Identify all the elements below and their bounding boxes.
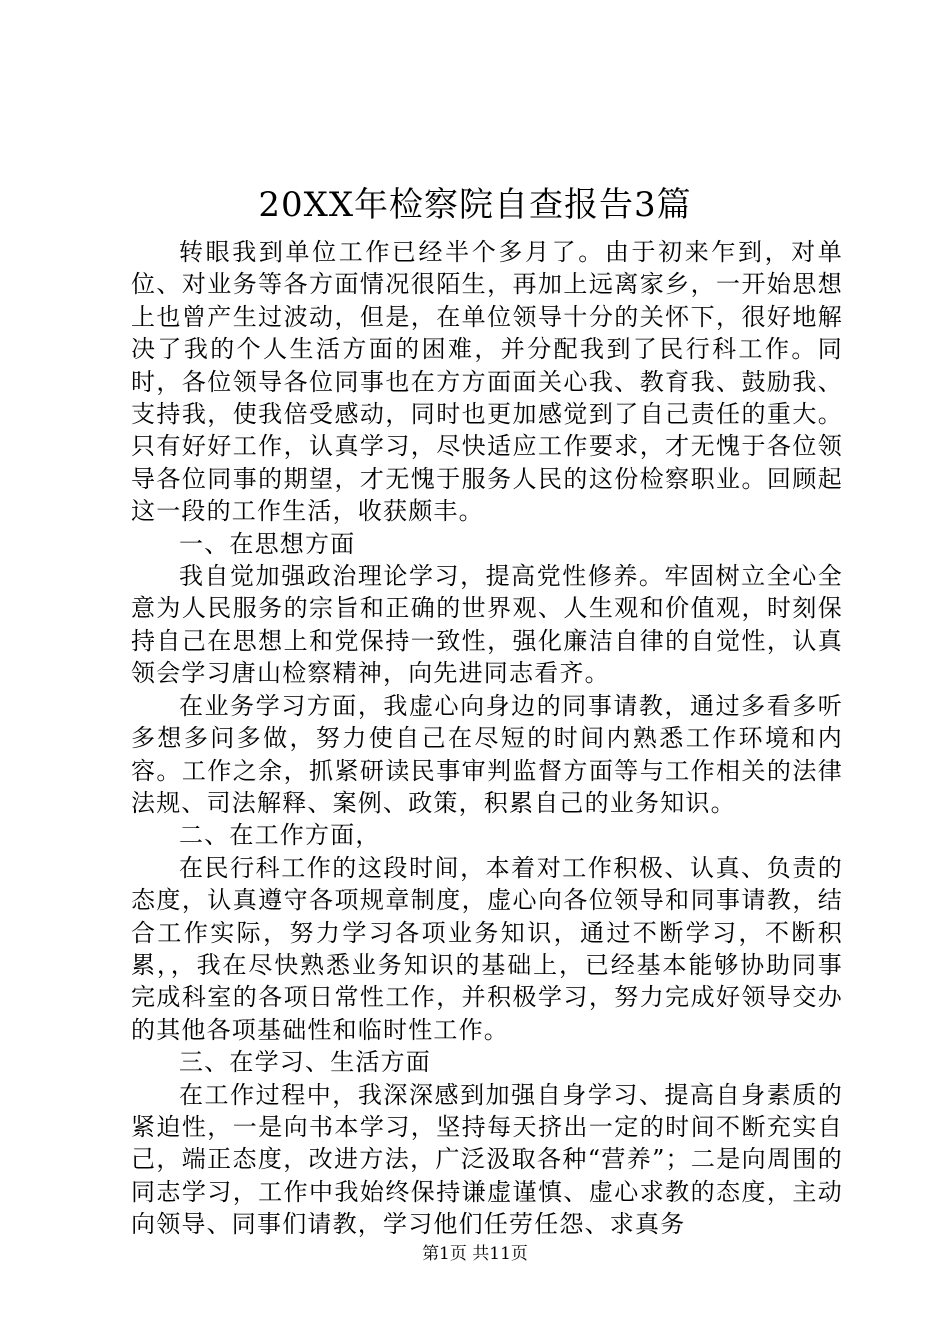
document-title: 20XX年检察院自查报告3篇 (258, 185, 692, 225)
work-paragraph: 在民行科工作的这段时间，本着对工作积极、认真、负责的态度，认真遵守各项规章制度，虚心向各位领导和同事请教，结合工作实际，努力学习各项业务知识，通过不断学习，不断积累，，我在尽快熟悉业务知识的基础上，已经基本能够协助同事完成科室的各项日常性工作，并积极学习，努力完成好领导交办的其他各项基础性和临时性工作。 (131, 853, 843, 1044)
thought-paragraph: 我自觉加强政治理论学习，提高党性修养。牢固树立全心全意为人民服务的宗旨和正确的世界观、人生观和价值观，时刻保持自己在思想上和党保持一致性，强化廉洁自律的自觉性，认真领会学习唐山检察精神，向先进同志看齐。 (131, 562, 843, 688)
study-paragraph: 在业务学习方面，我虚心向身边的同事请教，通过多看多听多想多问多做，努力使自己在尽短的时间内熟悉工作环境和内容。工作之余，抓紧研读民事审判监督方面等与工作相关的法律法规、司法解释、案例、政策，积累自己的业务知识。 (131, 691, 843, 817)
section-heading-work: 二、在工作方面， (179, 821, 381, 850)
section-heading-thought: 一、在思想方面 (179, 529, 356, 558)
page-number-footer: 第1页 共11页 (422, 1244, 528, 1264)
section-heading-life: 三、在学习、生活方面 (179, 1048, 431, 1077)
intro-paragraph: 转眼我到单位工作已经半个多月了。由于初来乍到，对单位、对业务等各方面情况很陌生，再加上远离家乡，一开始思想上也曾产生过波动，但是，在单位领导十分的关怀下，很好地解决了我的个人生活方面的困难，并分配我到了民行科工作。同时，各位领导各位同事也在方方面面关心我、教育我、鼓励我、支持我，使我倍受感动，同时也更加感觉到了自己责任的重大。只有好好工作，认真学习，尽快适应工作要求，才无愧于各位领导各位同事的期望，才无愧于服务人民的这份检察职业。回顾起这一段的工作生活，收获颇丰。 (131, 238, 843, 526)
document-body (131, 236, 843, 1241)
life-paragraph: 在工作过程中，我深深感到加强自身学习、提高自身素质的紧迫性，一是向书本学习，坚持每天挤出一定的时间不断充实自己，端正态度，改进方法，广泛汲取各种“营养”；二是向周围的同志学习，工作中我始终保持谦虚谨慎、虚心求教的态度，主动向领导、同事们请教，学习他们任劳任怨、求真务 (131, 1080, 843, 1239)
